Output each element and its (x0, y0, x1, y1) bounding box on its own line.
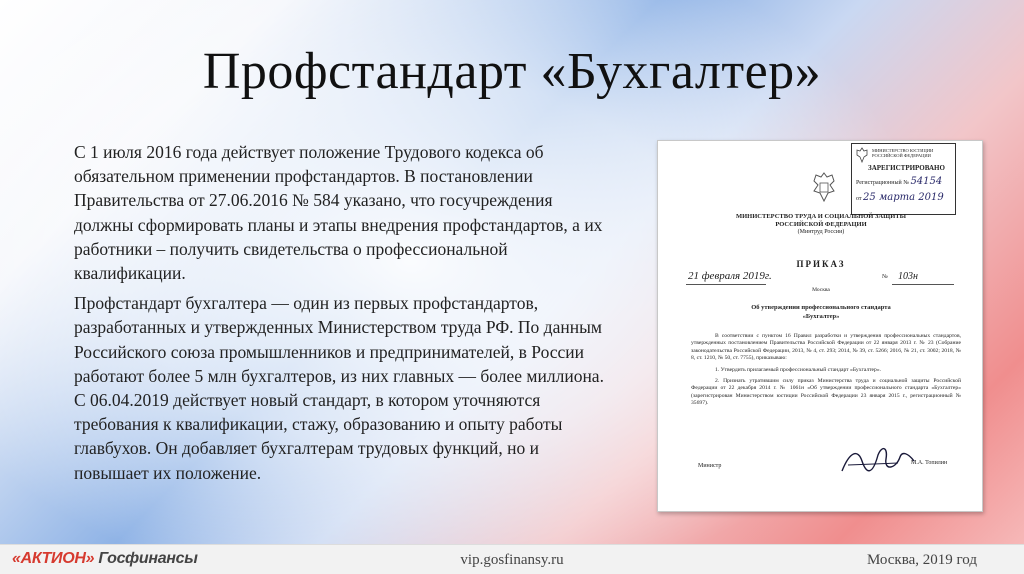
minister-label: Министр (698, 463, 722, 469)
stamp-reg-label: Регистрационный № (856, 180, 909, 186)
ministry-line-2: РОССИЙСКОЙ ФЕДЕРАЦИИ (775, 221, 867, 228)
coat-of-arms-icon (810, 171, 838, 203)
ministry-name (658, 213, 984, 229)
stamp-registered: ЗАРЕГИСТРИРОВАНО (868, 164, 945, 172)
registration-stamp (851, 143, 956, 215)
slide-title: Профстандарт «Бухгалтер» (202, 43, 822, 100)
stamp-reg-line (856, 176, 942, 187)
order-subject (658, 303, 984, 321)
stamp-emblem-icon (855, 147, 869, 163)
order-body-p2: 1. Утвердить прилагаемый профессиональный стандарт «Бухгалтер». (715, 366, 882, 373)
ministry-line-1: МИНИСТЕРСТВО ТРУДА И СОЦИАЛЬНОЙ ЗАЩИТЫ (735, 213, 907, 220)
stamp-ministry: МИНИСТЕРСТВО ЮСТИЦИИ РОССИЙСКОЙ ФЕДЕРАЦИИ (872, 148, 934, 158)
stamp-date: 25 марта 2019 (863, 192, 944, 203)
order-body-p1: В соответствии с пунктом 16 Правил разработки и утверждения профессиональных стандартов, утвержденных постановлением Правительства Российской Федерации от 22 января 2013 г. № 23 (Собрание законодательства Российской Федерации, 2013, № 4, ст. 293; 2014, № 39, ст. 5266; 2016, № 21, ст. 3002; 2018, № 8, ст. 1210, № 50, ст. 7755), приказываю: (691, 333, 961, 362)
signature-icon (838, 441, 918, 481)
paragraph-2: Профстандарт бухгалтера — один из первых профстандартов, разработанных и утвержденных Министерством труда РФ. По данным Российского союза промышленников и предпринимателей, в России работают более 5 млн бухгалтеров, из них главных — более миллиона. С 06.04.2019 действует новый стандарт, в котором уточняются требования к квалификации, стажу, образованию и опыту работы главбухов. Он добавляет бухгалтерам трудовых функций, но и повышает их положение. (74, 293, 604, 483)
order-number: 103н (898, 271, 918, 282)
footer-place-date: Москва, 2019 год (866, 552, 977, 568)
stamp-date-line (856, 192, 944, 203)
order-date: 21 февраля 2019г. (688, 270, 772, 282)
logo-brand-part1: «АКТИОН» (12, 550, 95, 567)
paragraph-1: С 1 июля 2016 года действует положение Трудового кодекса об обязательном применении профстандартов. В постановлении Правительства от 27.06.2016 № 584 указано, что госучреждения должны сформировать планы и этапы внедрения профстандартов, а их работники – получить свидетельства о профессиональной квалификации. (74, 142, 603, 284)
order-document-image (657, 140, 983, 512)
footer-url[interactable]: vip.gosfinansy.ru (460, 552, 564, 568)
stamp-date-prefix: от (856, 196, 862, 202)
order-title: ПРИКАЗ (796, 259, 846, 269)
body-text (74, 140, 609, 491)
footer-bar (0, 544, 1024, 574)
logo-brand-part2: Госфинансы (98, 550, 198, 567)
order-body (691, 333, 961, 412)
order-number-label: № (882, 274, 888, 280)
order-body-p3: 2. Признать утратившим силу приказ Министерства труда и социальной защиты Российской Федерации от 22 декабря 2014 г. № 1061н «Об утверждении профессионального стандарта «Бухгалтер» (зарегистрирован Министерством юстиции Российской Федерации 23 января 2015 г., регистрационный № 35697). (691, 378, 961, 407)
date-underline (686, 284, 766, 285)
subject-line-2: «Бухгалтер» (802, 313, 840, 320)
stamp-reg-number: 54154 (910, 176, 943, 187)
subject-line-1: Об утверждении профессионального стандарта (751, 304, 891, 311)
signer-name: М.А. Топилин (911, 460, 948, 466)
order-city: Москва (812, 287, 830, 293)
ministry-short: (Минтруд России) (797, 229, 845, 235)
number-underline (892, 284, 954, 285)
